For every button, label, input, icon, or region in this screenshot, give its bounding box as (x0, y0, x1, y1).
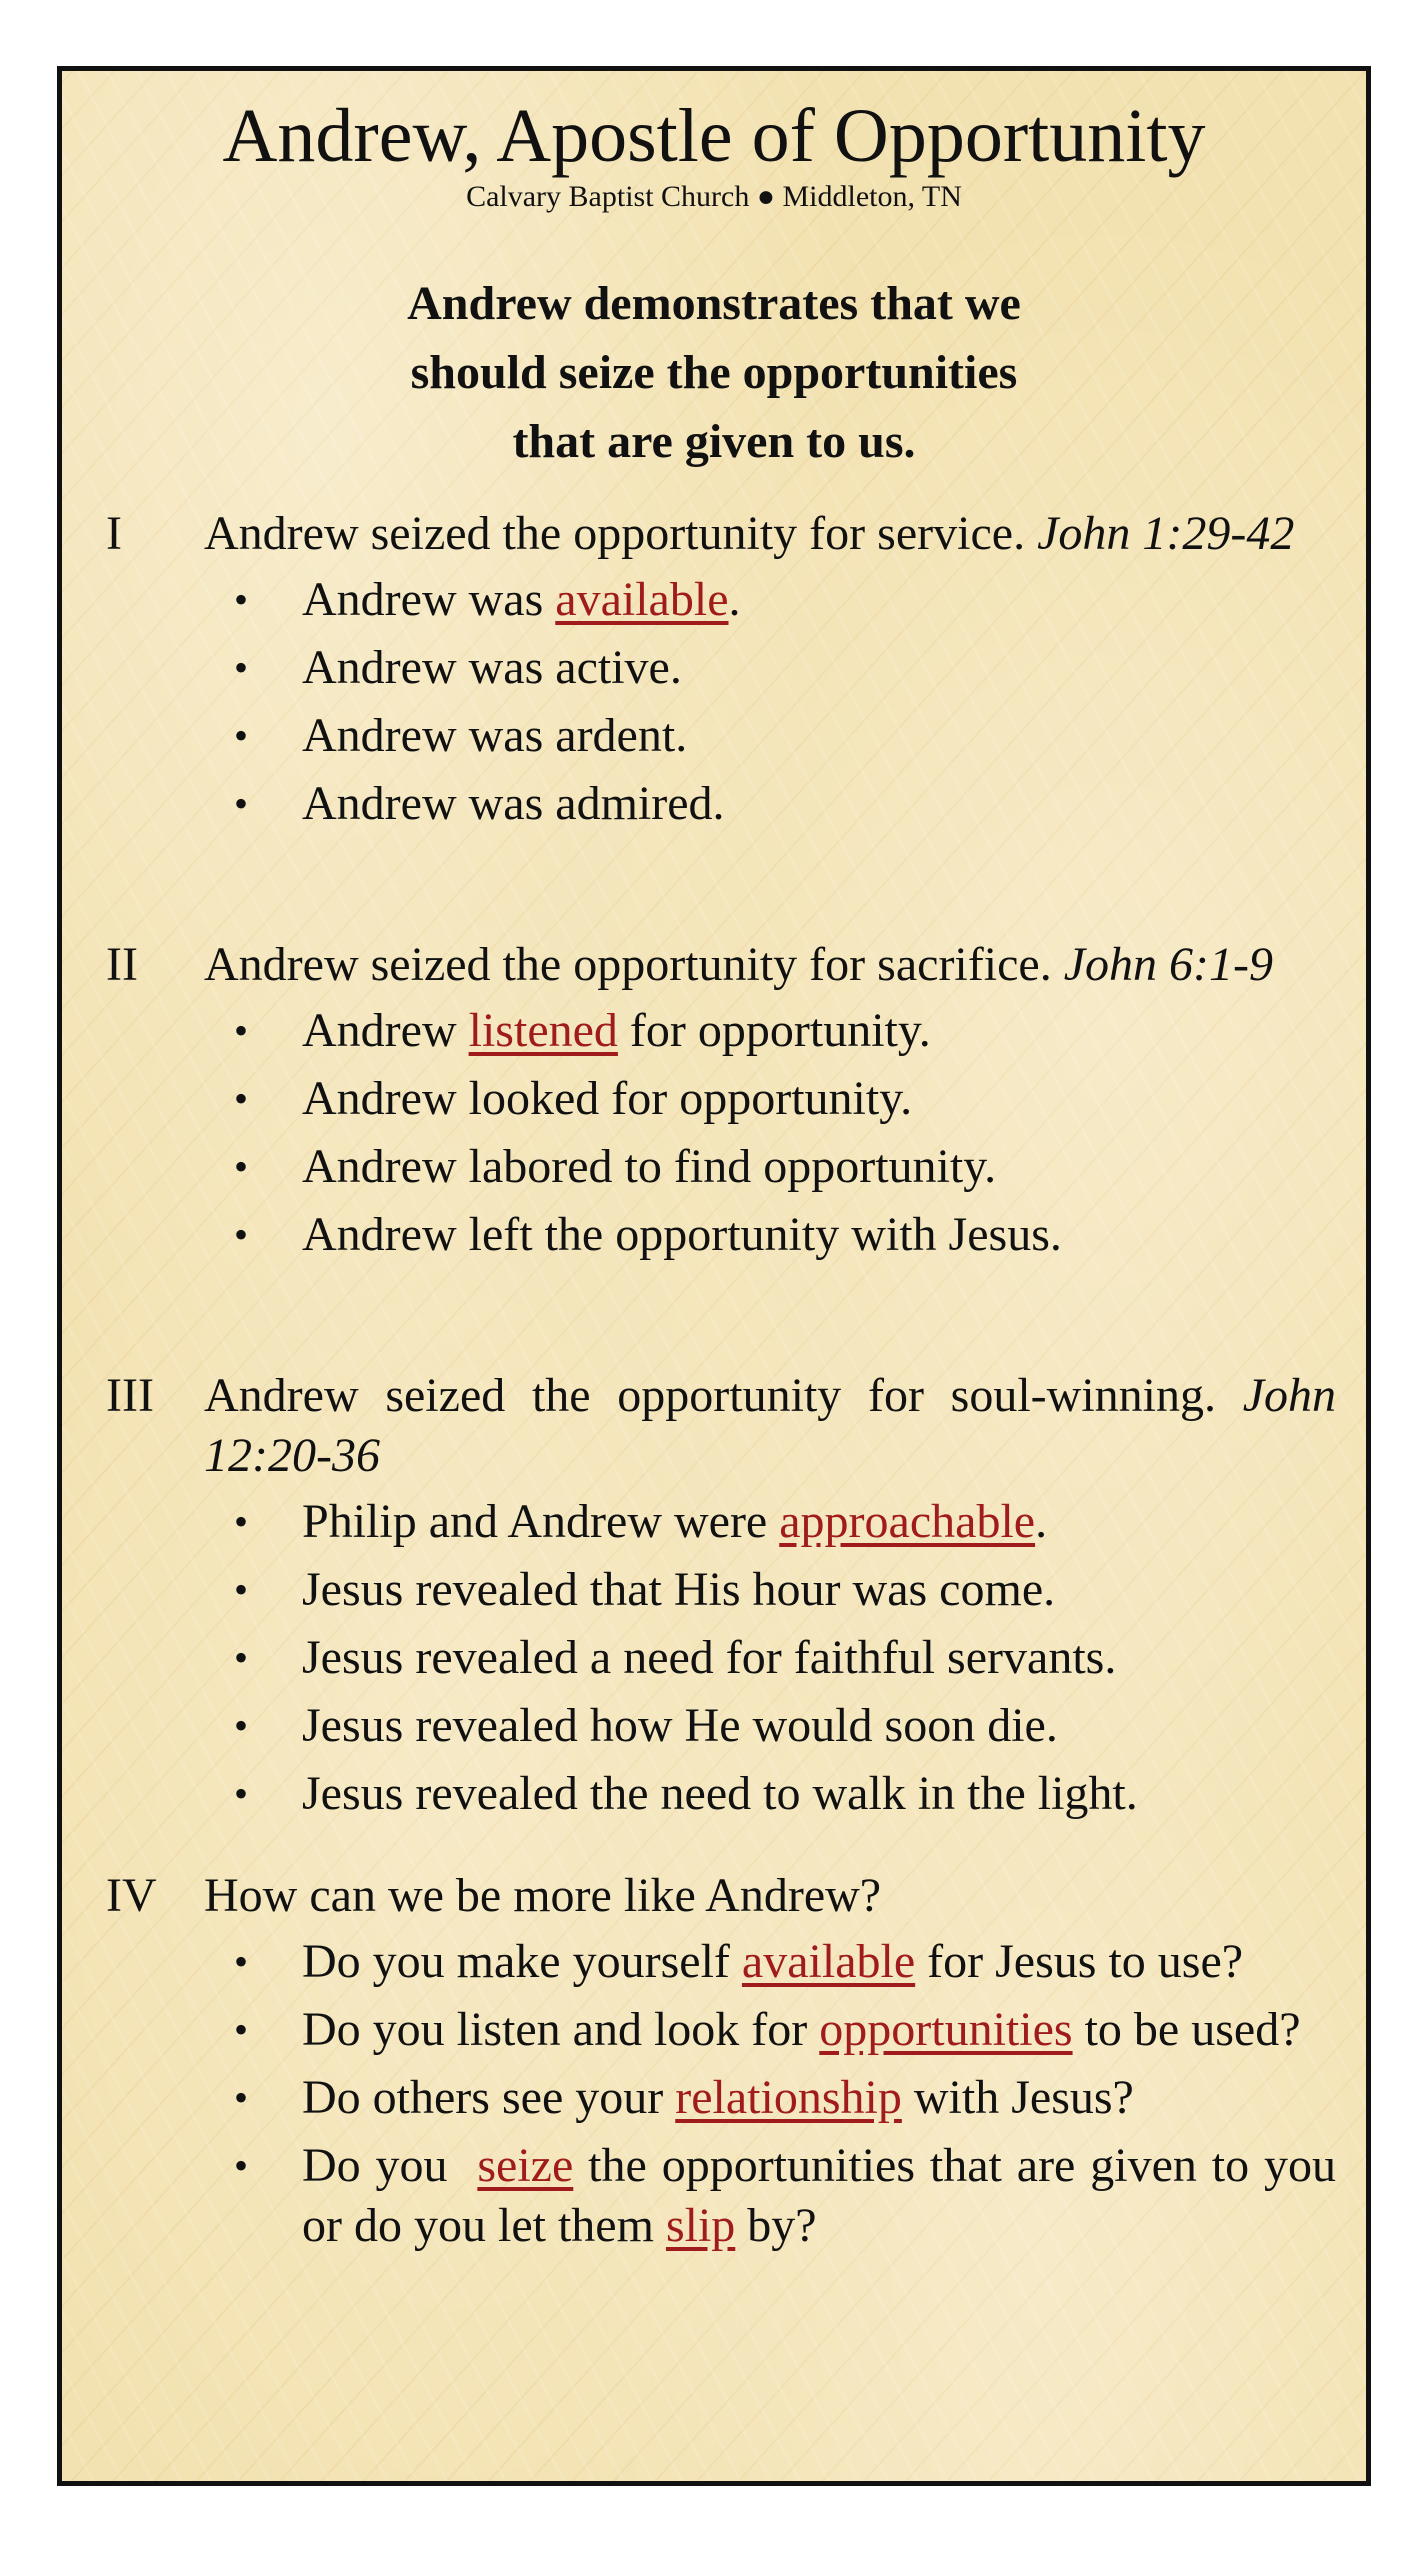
bullet-icon: • (234, 1144, 249, 1189)
list-item: • Philip and Andrew were approachable. (106, 1492, 1336, 1552)
bullet-icon: • (234, 1008, 249, 1053)
list-item: • Jesus revealed that His hour was come. (106, 1560, 1336, 1620)
list-item: • Do you listen and look for opportunities to be used? (106, 2000, 1336, 2060)
scripture-reference: John 12:20-36 (204, 1369, 1337, 1482)
fill-in-word: seize (477, 2139, 574, 2192)
heading-text: Andrew seized the opportunity for soul-winning. (204, 1369, 1216, 1422)
list-item: • Do others see your relationship with Jesus? (106, 2068, 1336, 2128)
theme-line: should seize the opportunities (410, 346, 1018, 399)
fill-in-word: approachable (779, 1495, 1036, 1548)
theme-statement (62, 269, 1366, 476)
bullet-icon: • (234, 2007, 249, 2052)
list-item: • Andrew listened for opportunity. (106, 1001, 1336, 1061)
bullet-icon: • (234, 1771, 249, 1816)
point-list (106, 1001, 1336, 1265)
scripture-reference: John 6:1-9 (1063, 938, 1273, 991)
section-heading (204, 1866, 1336, 1926)
sermon-outline-card (57, 66, 1371, 2486)
list-item: • Andrew left the opportunity with Jesus. (106, 1205, 1336, 1265)
fill-in-word: slip (665, 2199, 736, 2252)
bullet-icon: • (234, 1939, 249, 1984)
church-subtitle: Calvary Baptist Church ● Middleton, TN (466, 180, 962, 213)
page-title: Andrew, Apostle of Opportunity (222, 94, 1206, 178)
point-list (106, 570, 1336, 834)
bullet-icon: • (234, 2075, 249, 2120)
section-3 (106, 1366, 1336, 1832)
bullet-icon: • (234, 1499, 249, 1544)
bullet-icon: • (234, 1212, 249, 1257)
theme-line: Andrew demonstrates that we (407, 277, 1021, 330)
list-item: • Andrew labored to find opportunity. (106, 1137, 1336, 1197)
list-item: • Andrew was active. (106, 638, 1336, 698)
bullet-icon: • (234, 1567, 249, 1612)
list-item: • Andrew was admired. (106, 774, 1336, 834)
section-heading (204, 504, 1336, 564)
heading-text: How can we be more like Andrew? (204, 1869, 882, 1922)
bullet-icon: • (234, 781, 249, 826)
scripture-reference: John 1:29-42 (1037, 507, 1295, 560)
fill-in-word: available (741, 1935, 916, 1988)
section-numeral: III (106, 1369, 154, 1422)
list-item: • Do you make yourself available for Jesus to use? (106, 1932, 1336, 1992)
list-item: • Jesus revealed how He would soon die. (106, 1696, 1336, 1756)
bullet-icon: • (234, 1703, 249, 1748)
bullet-icon: • (234, 713, 249, 758)
section-1 (106, 504, 1336, 842)
section-numeral: IV (106, 1869, 157, 1922)
section-heading (204, 1366, 1336, 1486)
section-numeral: II (106, 938, 138, 991)
bullet-icon: • (234, 1076, 249, 1121)
section-2 (106, 935, 1336, 1273)
point-list (106, 1932, 1336, 2256)
heading-text: Andrew seized the opportunity for sacrifice. (204, 938, 1052, 991)
list-item: • Andrew was available. (106, 570, 1336, 630)
bullet-icon: • (234, 1635, 249, 1680)
fill-in-word: relationship (675, 2071, 902, 2124)
fill-in-word: available (555, 573, 729, 626)
fill-in-word: listened (468, 1004, 618, 1057)
section-4 (106, 1866, 1336, 2264)
list-item: • Do you seize the opportunities that are given to you or do you let them slip by? (106, 2136, 1336, 2256)
heading-text: Andrew seized the opportunity for service. (204, 507, 1026, 560)
section-heading (204, 935, 1336, 995)
theme-line: that are given to us. (512, 415, 916, 468)
point-list (106, 1492, 1336, 1824)
list-item: • Andrew was ardent. (106, 706, 1336, 766)
list-item: • Jesus revealed the need to walk in the light. (106, 1764, 1336, 1824)
bullet-icon: • (234, 2143, 249, 2188)
bullet-icon: • (234, 577, 249, 622)
list-item: • Andrew looked for opportunity. (106, 1069, 1336, 1129)
fill-in-word: opportunities (819, 2003, 1073, 2056)
section-numeral: I (106, 507, 122, 560)
bullet-icon: • (234, 645, 249, 690)
list-item: • Jesus revealed a need for faithful servants. (106, 1628, 1336, 1688)
